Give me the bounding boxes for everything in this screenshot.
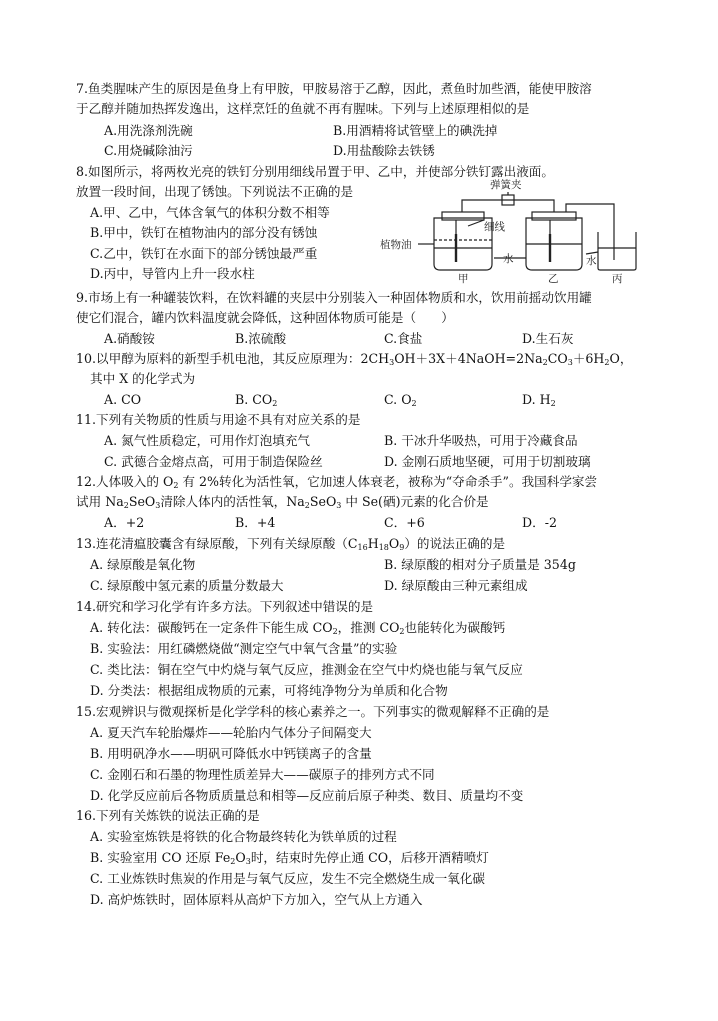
q12-option-b: B．+4	[235, 515, 276, 530]
figure-label-yi: 乙	[548, 273, 559, 284]
q11-option-a: A. 氮气性质稳定，可用作灯泡填充气	[104, 433, 311, 448]
q9-option-b: B.浓硫酸	[235, 331, 287, 346]
q8-stem-line2: 放置一段时间，出现了锈蚀。下列说法不正确的是	[76, 184, 354, 199]
q12-option-c: C．+6	[384, 515, 425, 530]
q11-option-d: D. 金刚石质地坚硬，可用于切割玻璃	[384, 454, 591, 469]
q7-stem-line1: 7.鱼类腥味产生的原因是鱼身上有甲胺，甲胺易溶于乙醇，因此，煮鱼时加些酒，能使甲胺溶	[76, 81, 592, 96]
figure-label-water-1: 水	[503, 253, 514, 265]
stopper-yi	[532, 212, 576, 220]
q9-option-c: C.食盐	[384, 331, 423, 346]
q14-stem: 14.研究和学习化学有许多方法。下列叙述中错误的是	[76, 599, 374, 614]
q14-option-b: B. 实验法：用红磷燃烧做“测定空气中氧气含量”的实验	[90, 641, 398, 656]
q8-option-c: C.乙中，铁钉在水面下的部分锈蚀最严重	[90, 246, 318, 261]
corrosion-apparatus-figure	[376, 174, 644, 284]
beaker-bing	[598, 232, 636, 270]
q16-option-c: C. 工业炼铁时焦炭的作用是与氧气反应，发生不完全燃烧生成一氧化碳	[90, 871, 486, 886]
figure-label-water-2: 水	[586, 255, 597, 267]
q16-option-a: A. 实验室炼铁是将铁的化合物最终转化为铁单质的过程	[90, 829, 397, 844]
q7-option-b: B.用酒精将试管壁上的碘洗掉	[333, 123, 498, 138]
q10-stem-line2: 其中 X 的化学式为	[90, 371, 196, 386]
q10-option-a: A. CO	[104, 392, 142, 407]
q7-stem-line2: 于乙醇并随加热挥发逸出，这样烹饪的鱼就不再有腥味。下列与上述原理相似的是	[76, 101, 530, 116]
q10-option-b: B. $CO_2$	[235, 392, 278, 408]
q16-option-d: D. 高炉炼铁时，固体原料从高炉下方加入，空气从上方通入	[90, 892, 423, 907]
q13-option-d: D. 绿原酸由三种元素组成	[384, 578, 528, 593]
q13-option-b: B. 绿原酸的相对分子质量是 354g	[384, 557, 576, 572]
q13-option-c: C. 绿原酸中氢元素的质量分数最大	[90, 578, 284, 593]
q7-option-a: A.用洗涤剂洗碗	[104, 123, 193, 138]
figure-label-jia: 甲	[458, 273, 469, 284]
q8-option-a: A.甲、乙中，气体含氧气的体积分数不相等	[90, 205, 330, 220]
figure-label-bing: 丙	[612, 273, 623, 284]
q9-stem-line1: 9.市场上有一种罐装饮料，在饮料罐的夹层中分别装入一种固体物质和水，饮用前摇动饮用罐	[76, 290, 592, 305]
q7-option-d: D.用盐酸除去铁锈	[333, 143, 435, 158]
q10-option-c: C. $O_2$	[384, 392, 417, 408]
q11-stem: 11.下列有关物质的性质与用途不具有对应关系的是	[76, 412, 361, 427]
q8-option-d: D.丙中，导管内上升一段水柱	[90, 266, 255, 281]
q16-stem: 16.下列有关炼铁的说法正确的是	[76, 808, 260, 823]
q7-option-c: C.用烧碱除油污	[104, 143, 193, 158]
q12-option-d: D．-2	[522, 515, 557, 530]
q10-stem-line1: 10.以甲醇为原料的新型手机电池，其反应原理为：$2CH_3OH+3X+4NaOH=2Na_2CO_3+6H_2O$，	[76, 351, 633, 367]
q15-option-d: D. 化学反应前后各物质质量总和相等—反应前后原子种类、数目、质量均不变	[90, 788, 524, 803]
q14-option-c: C. 类比法：铜在空气中灼烧与氧气反应，推测金在空气中灼烧也能与氧气反应	[90, 662, 523, 677]
figure-label-thread: 细线	[484, 221, 505, 233]
q14-option-d: D. 分类法：根据组成物质的元素，可将纯净物分为单质和化合物	[90, 683, 448, 698]
q9-stem-line2: 使它们混合，罐内饮料温度就会降低，这种固体物质可能是（ ）	[76, 310, 454, 325]
q10-option-d: D. $H_2$	[522, 392, 556, 408]
q15-option-c: C. 金刚石和石墨的物理性质差异大——碳原子的排列方式不同	[90, 767, 435, 782]
q9-option-a: A.硝酸铵	[104, 331, 155, 346]
q8-option-b: B.甲中，铁钉在植物油内的部分没有锈蚀	[90, 225, 318, 240]
q12-stem-line1: 12.人体吸入的 $O_2$ 有 2%转化为活性氧，它加速人体衰老，被称为“夺命杀手”。我国科学家尝	[76, 474, 598, 490]
q8-stem-line1: 8.如图所示，将两枚光亮的铁钉分别用细线吊置于甲、乙中，并使部分铁钉露出液面。	[76, 164, 554, 179]
q15-option-b: B. 用明矾净水——明矾可降低水中钙镁离子的含量	[90, 746, 372, 761]
q15-option-a: A. 夏天汽车轮胎爆炸——轮胎内气体分子间隔变大	[90, 725, 372, 740]
q13-option-a: A. 绿原酸是氧化物	[90, 557, 196, 572]
q14-option-a: A. 转化法：碳酸钙在一定条件下能生成 $CO_2$，推测 $CO_2$也能转化为碳酸钙	[90, 620, 506, 636]
q16-option-b: B. 实验室用 CO 还原 $Fe_2O_3$时，结束时先停止通 CO，后移开酒精喷灯	[90, 850, 489, 866]
q11-option-c: C. 武德合金熔点高，可用于制造保险丝	[104, 454, 323, 469]
q9-option-d: D.生石灰	[522, 331, 574, 346]
figure-label-oil: 植物油	[380, 239, 412, 251]
q12-stem-line2: 试用 $Na_2SeO_3$清除人体内的活性氧，$Na_2SeO_3$ 中 Se(硒)元素的化合价是	[76, 494, 489, 510]
q15-stem: 15.宏观辨识与微观探析是化学学科的核心素养之一。下列事实的微观解释不正确的是	[76, 704, 550, 719]
q11-option-b: B. 干冰升华吸热，可用于冷藏食品	[384, 433, 578, 448]
figure-label-clip: 弹簧夹	[490, 179, 522, 191]
stopper-jia	[442, 212, 484, 220]
q12-option-a: A．+2	[104, 515, 145, 530]
q13-stem: 13.连花清瘟胶囊含有绿原酸，下列有关绿原酸$(C_{16}H_{18}O_9)$的说法正确的是	[76, 536, 506, 552]
connecting-tube	[462, 200, 554, 212]
